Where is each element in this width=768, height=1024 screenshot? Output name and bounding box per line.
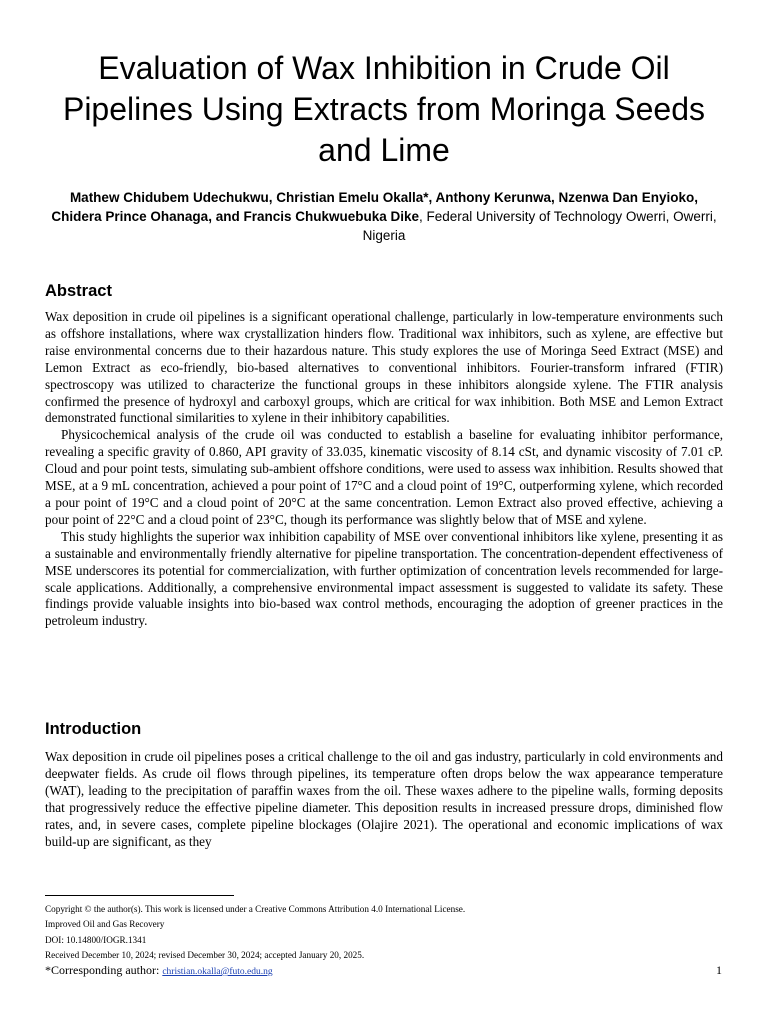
introduction-heading: Introduction [45,720,142,738]
corresponding-email-link[interactable]: christian.okalla@futo.edu.ng [162,967,273,977]
abstract-body [45,309,723,630]
abstract-heading: Abstract [45,282,112,300]
submission-dates: Received December 10, 2024; revised December 30, 2024; accepted January 20, 2025. [45,950,365,961]
copyright-notice: Copyright © the author(s). This work is licensed under a Creative Commons Attribution 4.0 International License. [45,904,466,914]
introduction-body [45,749,723,850]
footnotes [45,902,645,964]
corresponding-label: *Corresponding author: [45,963,163,977]
doi: DOI: 10.14800/IOGR.1341 [45,934,147,945]
page-number: 1 [716,963,722,977]
corresponding-author [45,963,273,978]
author-names: Mathew Chidubem Udechukwu, Christian Emelu Okalla*, Anthony Kerunwa, Nzenwa Dan Enyioko, Chidera Prince Ohanaga, and Francis Chukwuebuka Dike [51,190,699,224]
abstract-paragraph-1: Wax deposition in crude oil pipelines is a significant operational challenge, particularly in low-temperature environments such as offshore installations, where wax crystallization hinders flow. Traditional wax inhibitors, such as xylene, are effective but raise environmental concerns due to their hazardous nature. This study explores the use of Moringa Seed Extract (MSE) and Lemon Extract as eco-friendly, bio-based alternatives to conventional inhibitors. Fourier-transform infrared (FTIR) spectroscopy was utilized to characterize the functional groups in these inhibitors alongside xylene. The FTIR analysis confirmed the presence of hydroxyl and carboxyl groups, which are critical for wax inhibition. Both MSE and Lemon Extract demonstrated functional similarities to xylene in their inhibitory capabilities. [45,309,723,426]
journal-name: Improved Oil and Gas Recovery [45,919,165,930]
paper-title: Evaluation of Wax Inhibition in Crude Oil Pipelines Using Extracts from Moringa Seeds and Lime [62,50,706,168]
author-block [50,188,718,245]
abstract-paragraph-2: Physicochemical analysis of the crude oil was conducted to establish a baseline for evaluating inhibitor performance, revealing a specific gravity of 0.860, API gravity of 33.035, kinematic viscosity of 8.14 cSt, and dynamic viscosity of 7.01 cP. Cloud and pour point tests, simulating sub-ambient offshore conditions, were used to assess wax inhibition. Results showed that MSE, at a 9 mL concentration, achieved a pour point of 17°C and a cloud point of 19°C, outperforming xylene, which recorded a pour point of 19°C and a cloud point of 20°C at the same concentration. Lemon Extract also proved effective, achieving a pour point of 22°C and a cloud point of 23°C, though its performance was slightly below that of MSE and xylene. [45,427,723,527]
abstract-paragraph-3: This study highlights the superior wax inhibition capability of MSE over conventional inhibitors like xylene, presenting it as a sustainable and environmentally friendly alternative for pipeline transportation. The concentration-dependent effectiveness of MSE underscores its potential for commercialization, with further optimization of concentration levels recommended for large-scale applications. Additionally, a comprehensive environmental impact assessment is suggested to validate its safety. These findings provide valuable insights into bio-based wax control methods, encouraging the adoption of greener practices in the petroleum industry. [45,528,723,629]
author-affiliation: , Federal University of Technology Owerri, Owerri, Nigeria [362,209,717,243]
footnote-divider [45,895,234,896]
introduction-paragraph: Wax deposition in crude oil pipelines poses a critical challenge to the oil and gas industry, particularly in cold environments and deepwater fields. As crude oil flows through pipelines, its temperature often drops below the wax appearance temperature (WAT), leading to the precipitation of paraffin waxes from the oil. These waxes adhere to the pipeline walls, forming deposits that progressively reduce the effective pipeline diameter. This deposition results in increased pressure drops, diminished flow rates, and, in severe cases, complete pipeline blockages (Olajire 2021). The operational and economic implications of wax build-up are significant, as they [45,749,723,849]
